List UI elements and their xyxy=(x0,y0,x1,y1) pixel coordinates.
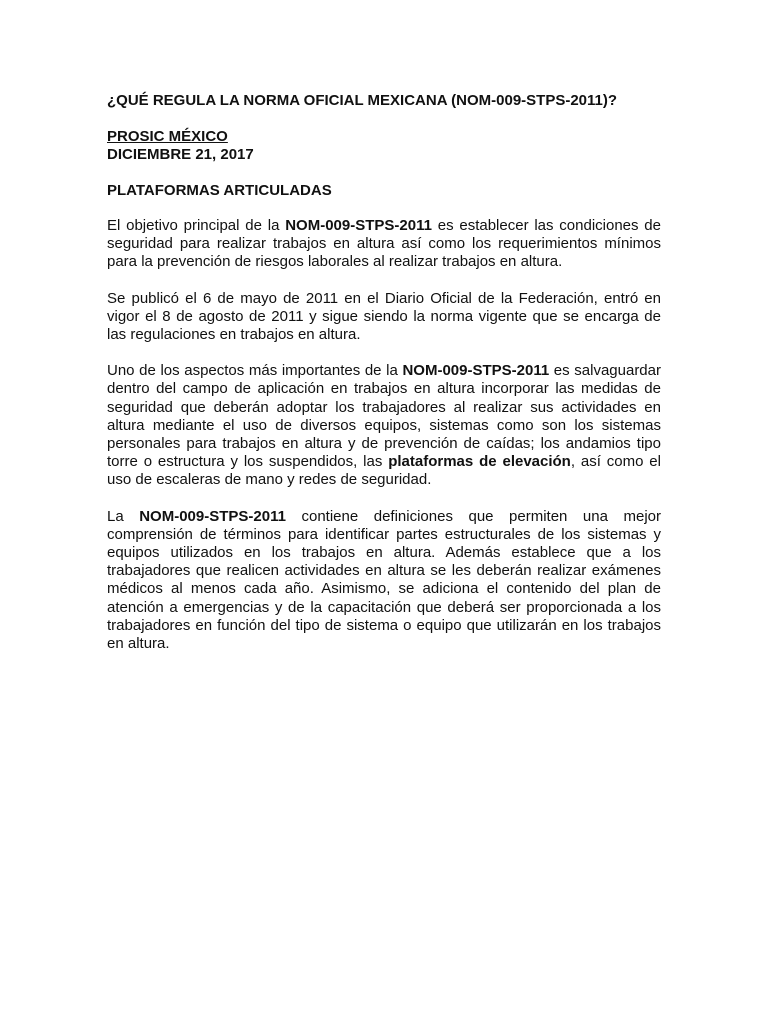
document-author: PROSIC MÉXICO xyxy=(107,128,228,145)
paragraph-3-text-c: es salvaguardar dentro del campo de aplicación en trabajos en altura incorporar las medidas de seguridad que deberán adoptar los trabajadores al realizar sus actividades en altura mediante el uso de diversos equipos, sistemas como son los sistemas personales para trabajos en altura y de prevención de caídas; los andamios tipo torre o estructura y los suspendidos, las xyxy=(107,362,661,471)
paragraph-1-text-c: es establecer las condiciones de seguridad para realizar trabajos en altura así como los requerimientos mínimos para la prevención de riesgos laborales al realizar trabajos en altura. xyxy=(107,217,661,271)
paragraph-4-text-a: La xyxy=(107,507,140,525)
paragraph-2: Se publicó el 6 de mayo de 2011 en el Diario Oficial de la Federación, entró en vigor el 8 de agosto de 2011 y sigue siendo la norma vigente que se encarga de las regulaciones en trabajos en altura. xyxy=(107,289,661,344)
paragraph-4 xyxy=(107,508,661,654)
document-title: ¿QUÉ REGULA LA NORMA OFICIAL MEXICANA (NOM-009-STPS-2011)? xyxy=(107,92,618,109)
paragraph-3-text-e: , así como el uso de escaleras de mano y redes de seguridad. xyxy=(107,453,661,489)
section-heading: PLATAFORMAS ARTICULADAS xyxy=(107,182,332,199)
paragraph-3-norm-code: NOM-009-STPS-2011 xyxy=(402,362,550,380)
paragraph-4-text-c: contiene definiciones que permiten una mejor comprensión de términos para identificar partes estructurales de los sistemas y equipos utilizados en los trabajos en altura. Además establece que a los trabajadores que realicen actividades en altura se les deberán realizar exámenes médicos al menos cada año. Asimismo, se adiciona el contenido del plan de atención a emergencias y de la capacitación que deberá ser proporcionada a los trabajadores en función del tipo de sistema o equipo que utilizarán en los trabajos en altura. xyxy=(107,507,661,653)
document-page xyxy=(107,92,661,671)
paragraph-1-norm-code: NOM-009-STPS-2011 xyxy=(285,217,432,234)
paragraph-1-text-a: El objetivo principal de la xyxy=(107,217,286,234)
paragraph-3-emphasis: plataformas de elevación xyxy=(388,453,571,471)
paragraph-4-norm-code: NOM-009-STPS-2011 xyxy=(139,507,286,525)
paragraph-3 xyxy=(107,362,661,489)
document-date: DICIEMBRE 21, 2017 xyxy=(107,146,254,163)
paragraph-3-text-a: Uno de los aspectos más importantes de la xyxy=(107,362,403,380)
paragraph-1 xyxy=(107,217,661,272)
